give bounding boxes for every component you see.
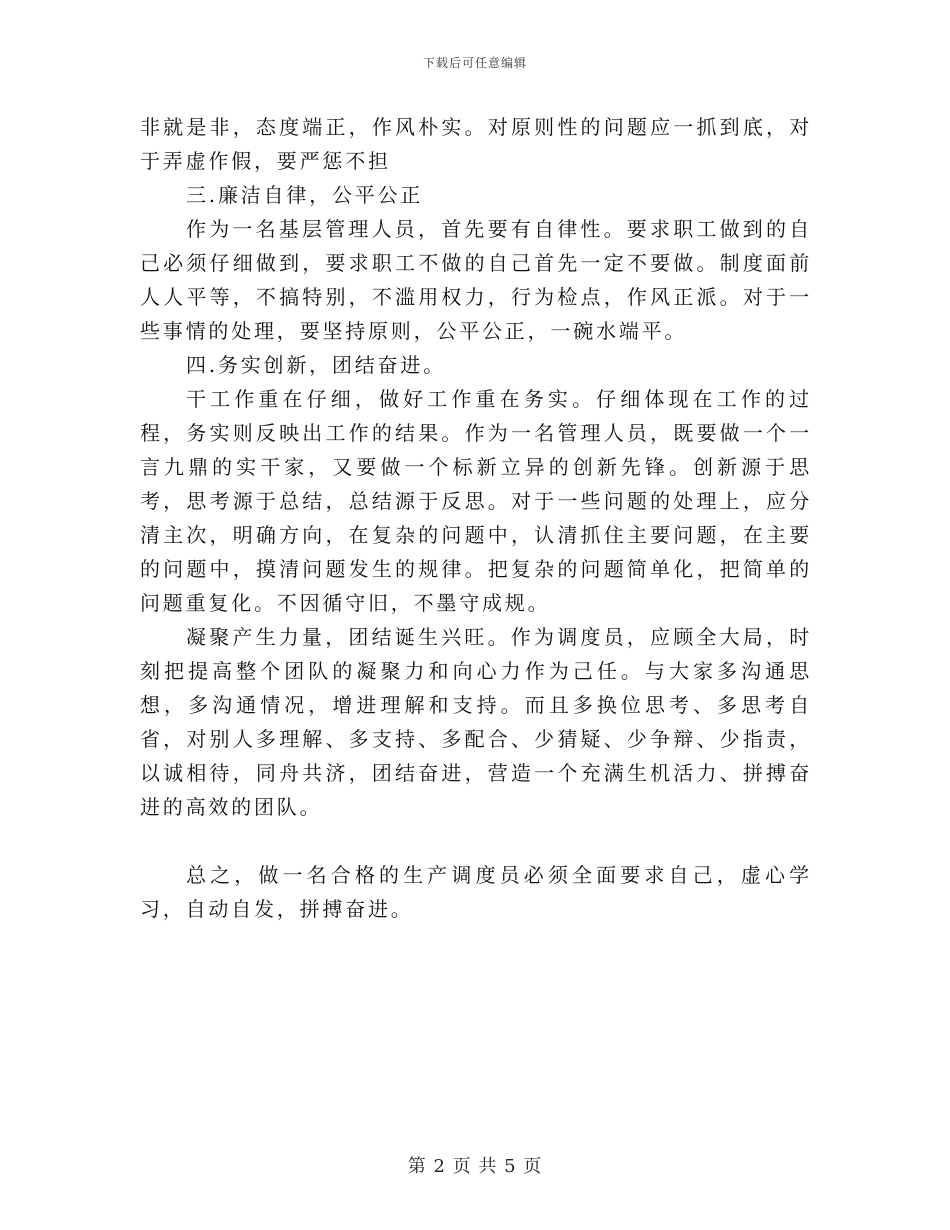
page-footer: 第 2 页 共 5 页 [407,1156,543,1177]
page-header: 下载后可任意编辑 [422,56,527,70]
paragraph-spacer [140,824,812,858]
paragraph-continued: 非就是非，态度端正，作风朴实。对原则性的问题应一抓到底，对于弄虚作假，要严惩不担 [140,115,812,173]
section-heading-4: 四.务实创新，团结奋进。 [186,353,446,377]
paragraph: 凝聚产生力量，团结诞生兴旺。作为调度员，应顾全大局，时刻把提高整个团队的凝聚力和向心力作为己任。与大家多沟通思想，多沟通情况，增进理解和支持。而且多换位思考、多思考自省，对别人多理解、多支持、多配合、少猜疑、少争辩、少指责，以诚相待，同舟共济，团结奋进，营造一个充满生机活力、拼搏奋进的高效的团队。 [140,625,812,819]
paragraph: 干工作重在仔细，做好工作重在务实。仔细体现在工作的过程，务实则反映出工作的结果。作为一名管理人员，既要做一个一言九鼎的实干家，又要做一个标新立异的创新先锋。创新源于思考，思考源于总结，总结源于反思。对于一些问题的处理上，应分清主次，明确方向，在复杂的问题中，认清抓住主要问题，在主要的问题中，摸清问题发生的规律。把复杂的问题简单化，把简单的问题重复化。不因循守旧，不墨守成规。 [140,387,812,615]
conclusion-paragraph: 总之，做一名合格的生产调度员必须全面要求自己，虚心学习，自动自发，拼搏奋进。 [140,863,812,921]
section-heading-3: 三.廉洁自律，公平公正 [186,183,424,207]
paragraph: 作为一名基层管理人员，首先要有自律性。要求职工做到的自己必须仔细做到，要求职工不做的自己首先一定不要做。制度面前人人平等，不搞特别，不滥用权力，行为检点，作风正派。对于一些事情的处理，要坚持原则，公平公正，一碗水端平。 [140,217,812,343]
document-body [140,110,812,926]
